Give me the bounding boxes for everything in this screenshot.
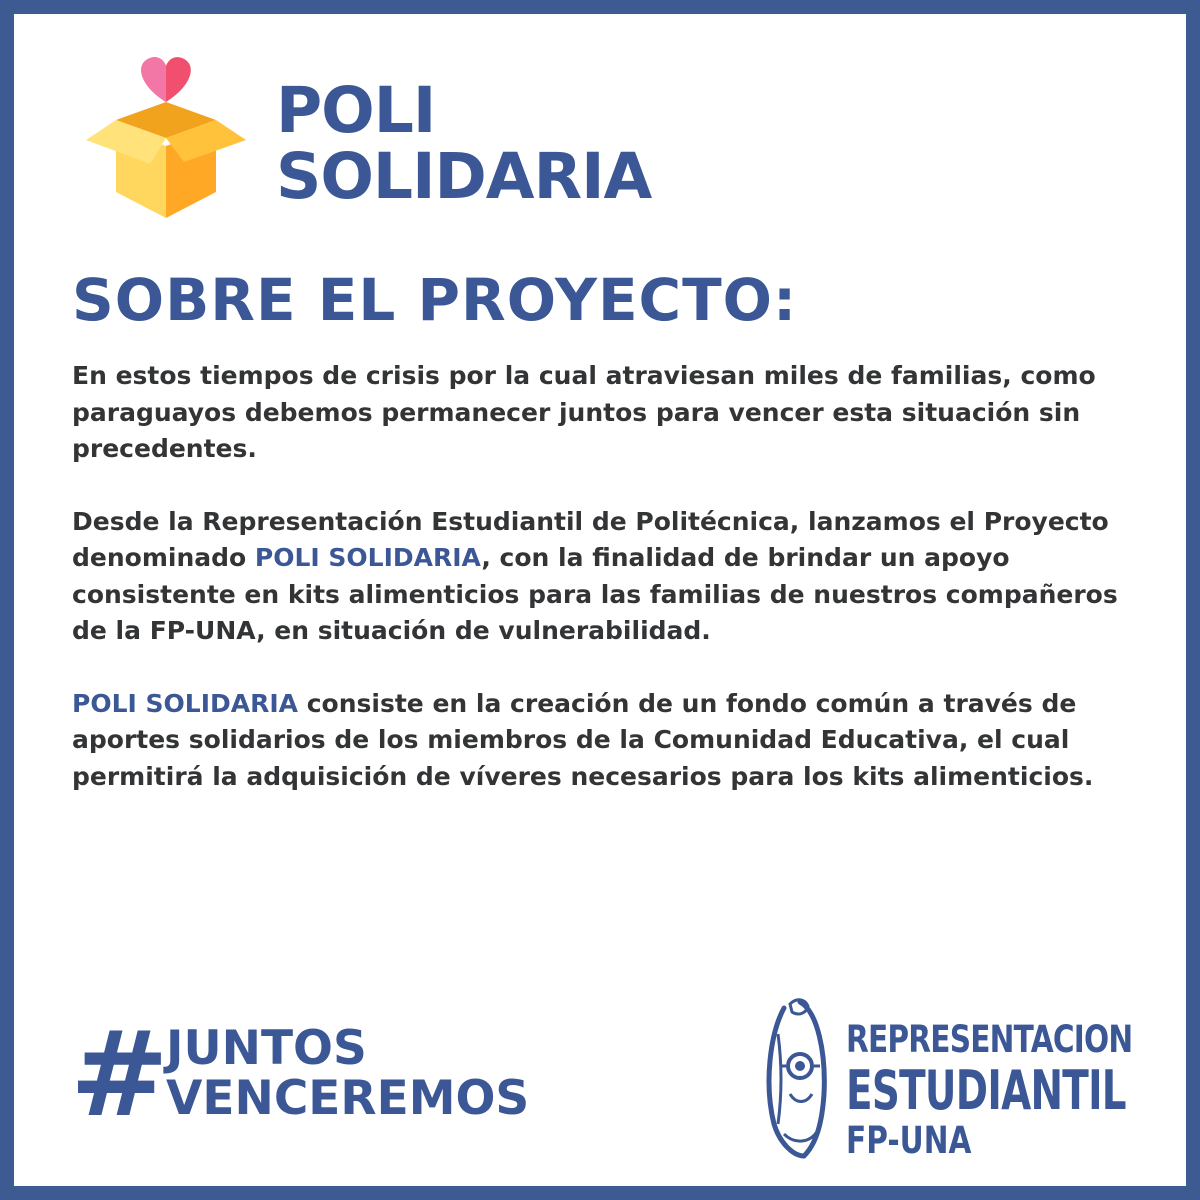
paragraph-2-text-before: Desde la Representación Estudiantil de Politécnica, lanzamos el Proyecto denominado <box>72 506 1109 572</box>
paragraph-1-text: En estos tiempos de crisis por la cual atraviesan miles de familias, como paraguayos debemos permanecer juntos para vencer esta situación sin precedentes. <box>72 361 1096 463</box>
student-representation-emblem-icon <box>760 994 838 1160</box>
paragraph-1 <box>72 358 1147 468</box>
paragraph-3-highlight: POLI SOLIDARIA <box>72 688 299 718</box>
logo-line1: REPRESENTACION <box>846 1018 1133 1061</box>
hashtag-symbol: # <box>70 1005 169 1143</box>
paragraph-2 <box>72 504 1147 650</box>
section-title: SOBRE EL PROYECTO: <box>72 266 798 334</box>
hashtag-text <box>166 1021 530 1126</box>
paragraph-3-text-after: consiste en la creación de un fondo común a través de aportes solidarios de los miembros de la Comunidad Educativa, el cual permitirá la adquisición de víveres necesarios para los kits alimenticios. <box>72 688 1094 791</box>
logo-text <box>846 1018 1200 1162</box>
brand-title <box>276 74 652 213</box>
brand-title-line1: POLI <box>276 74 436 147</box>
hashtag-line2: VENCEREMOS <box>166 1071 530 1126</box>
paragraph-2-highlight: POLI SOLIDARIA <box>254 543 482 572</box>
body-text <box>72 358 1147 831</box>
paragraph-2-text-after: , con la finalidad de brindar un apoyo consistente en kits alimenticios para las familias de nuestros compañeros de la FP-UNA, en situación de vulnerabilidad. <box>72 543 1118 645</box>
logo-line3: FP-UNA <box>846 1119 972 1162</box>
logo-line2: ESTUDIANTIL <box>846 1059 1126 1122</box>
gift-box-with-heart-icon <box>80 50 252 222</box>
brand-title-line2: SOLIDARIA <box>276 140 652 213</box>
paragraph-3 <box>72 686 1147 796</box>
hashtag-line1: JUNTOS <box>166 1021 367 1076</box>
